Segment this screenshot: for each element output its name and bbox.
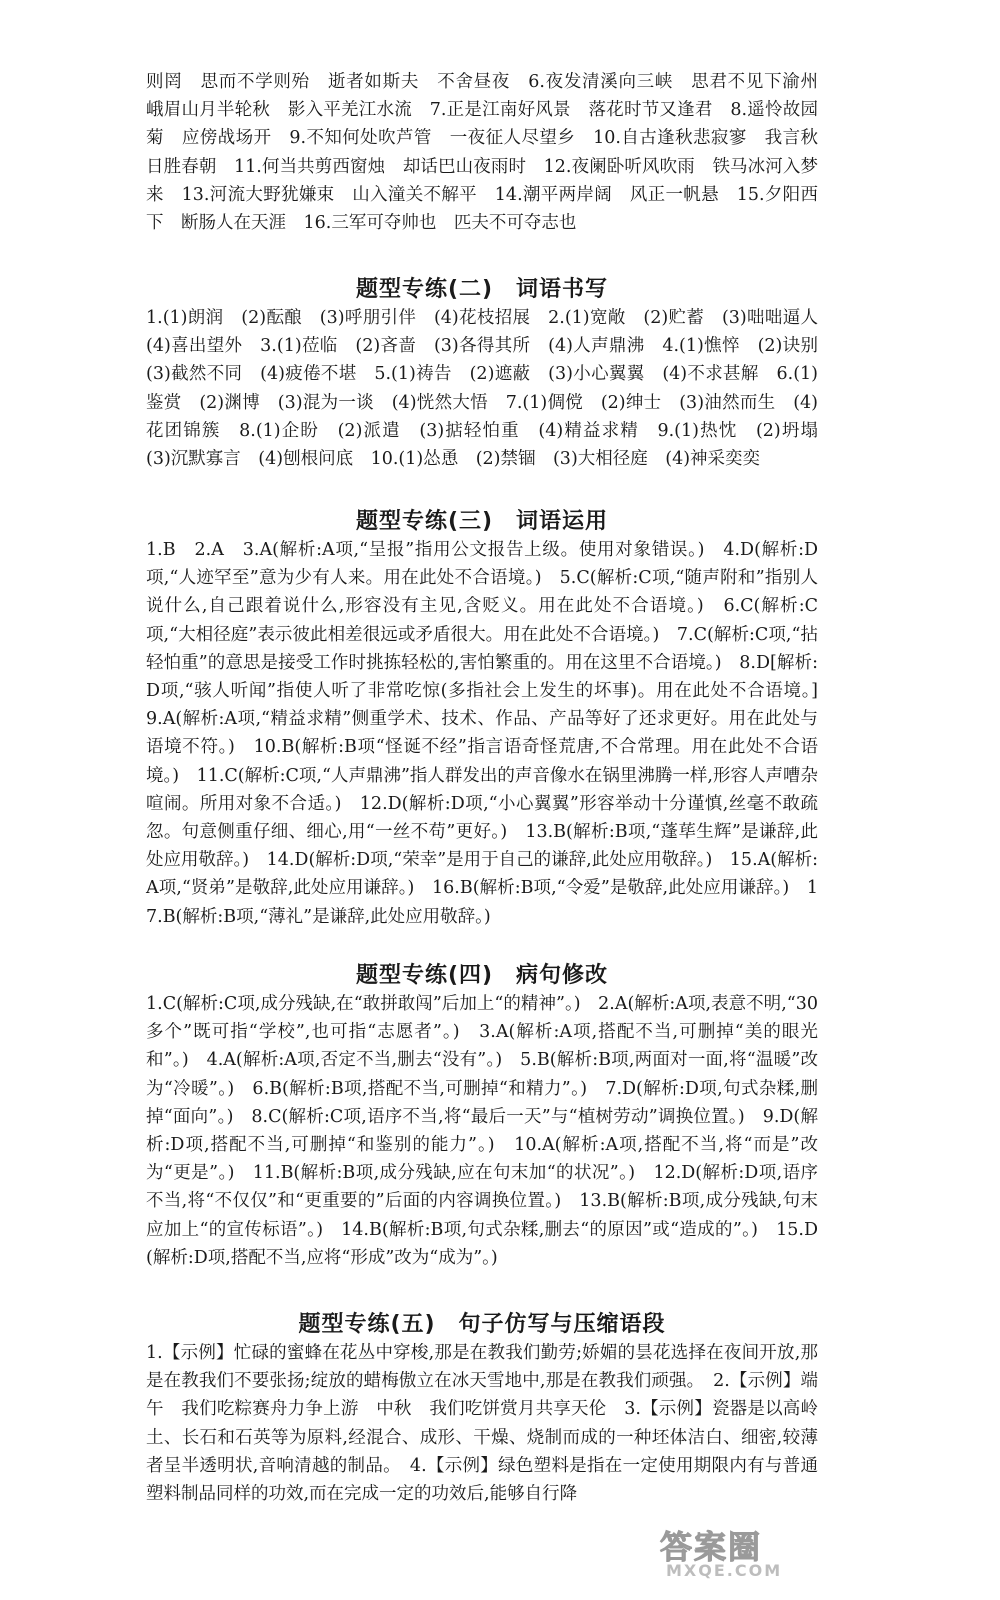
section-heading-2: 题型专练(二) 词语书写 (355, 277, 609, 302)
ancient-poem-answers: 则罔 思而不学则殆 逝者如斯夫 不舍昼夜 6.夜发清溪向三峡 思君不见下渝州 峨眉山月半轮秋 影入平羌江水流 7.正是江南好风景 落花时节又逢君 8.遥怜故园菊 应傍战场开 9.不知何处吹芦管 一夜征人尽望乡 10.自古逢秋悲寂寥 我言秋日胜春朝 11.何当共剪西窗烛 却话巴山夜雨时 12.夜阑卧听风吹雨 铁马冰河入梦来 13.河流大野犹嫌束 山入潼关不解平 14.潮平两岸阔 风正一帆悬 15.夕阳西下 断肠人在天涯 16.三军可夺帅也 匹夫不可夺志也 (146, 72, 836, 234)
section-heading-5: 题型专练(五) 句子仿写与压缩语段 (298, 1312, 666, 1337)
section-heading-3: 题型专练(三) 词语运用 (355, 509, 609, 534)
watermark-chars: 答案圈 (660, 1528, 763, 1566)
word-writing-answers: 1.(1)朗润 (2)酝酿 (3)呼朋引伴 (4)花枝招展 2.(1)宽敞 (2)贮蓄 (3)咄咄逼人 (4)喜出望外 3.(1)莅临 (2)吝啬 (3)各得其所 (4)人声鼎沸 4.(1)憔悴 (2)诀别 (3)截然不同 (4)疲倦不堪 5.(1)祷告 (2)遮蔽 (3)小心翼翼 (4)不求甚解 6.(1)鉴赏 (2)渊博 (3)混为一谈 (4)恍然大悟 7.(1)倜傥 (2)绅士 (3)油然而生 (4)花团锦簇 8.(1)企盼 (2)派遣 (3)掂轻怕重 (4)精益求精 9.(1)热忱 (2)坍塌 (3)沉默寡言 (4)刨根问底 10.(1)怂恿 (2)禁锢 (3)大相径庭 (4)神采奕奕 (146, 308, 836, 470)
watermark-logo (660, 1520, 828, 1580)
sentence-correction-answers: 1.C(解析:C项,成分残缺,在“敢拼敢闯”后加上“的精神”。) 2.A(解析:A项,表意不明,“30多个”既可指“学校”,也可指“志愿者”。) 3.A(解析:A项,搭配不当,可删掉“美的眼光和”。) 4.A(解析:A项,否定不当,删去“没有”。) 5.B(解析:B项,两面对一面,将“温暖”改为“冷暖”。) 6.B(解析:B项,搭配不当,可删掉“和精力”。) 7.D(解析:D项,句式杂糅,删掉“面向”。) 8.C(解析:C项,语序不当,将“最后一天”与“植树劳动”调换位置。) 9.D(解析:D项,搭配不当,可删掉“和鉴别的能力”。) 10.A(解析:A项,搭配不当,将“而是”改为“更是”。) 11.B(解析:B项,成分残缺,应在句末加“的状况”。) 12.D(解析:D项,语序不当,将“不仅仅”和“更重要的”后面的内容调换位置。) 13.B(解析:B项,成分残缺,句末应加上“的宣传标语”。) 14.B(解析:B项,句式杂糅,删去“的原因”或“造成的”。) 15.D(解析:D项,搭配不当,应将“形成”改为“成为”。) (146, 994, 818, 1268)
watermark-url: MXQE.COM (666, 1561, 783, 1580)
word-usage-answers: 1.B 2.A 3.A(解析:A项,“呈报”指用公文报告上级。使用对象错误。) 4.D(解析:D项,“人迹罕至”意为少有人来。用在此处不合语境。) 5.C(解析:C项,“随声附和”指别人说什么,自己跟着说什么,形容没有主见,含贬义。用在此处不合语境。) 6.C(解析:C项,“大相径庭”表示彼此相差很远或矛盾很大。用在此处不合语境。) 7.C(解析:C项,“拈轻怕重”的意思是接受工作时挑拣轻松的,害怕繁重的。用在这里不合语境。) 8.D[解析:D项,“骇人听闻”指使人听了非常吃惊(多指社会上发生的坏事)。用在此处不合语境。] 9.A(解析:A项,“精益求精”侧重学术、技术、作品、产品等好了还求更好。用在此处与语境不符。) 10.B(解析:B项“怪诞不经”指言语奇怪荒唐,不合常理。用在此处不合语境。) 11.C(解析:C项,“人声鼎沸”指人群发出的声音像水在锅里沸腾一样,形容人声嘈杂喧闹。所用对象不合适。) 12.D(解析:D项,“小心翼翼”形容举动十分谨慎,丝毫不敢疏忽。句意侧重仔细、细心,用“一丝不苟”更好。) 13.B(解析:B项,“蓬荜生辉”是谦辞,此处应用敬辞。) 14.D(解析:D项,“荣幸”是用于自己的谦辞,此处应用敬辞。) 15.A(解析:A项,“贤弟”是敬辞,此处应用谦辞。) 16.B(解析:B项,“令爱”是敬辞,此处应用谦辞。) 17.B(解析:B项,“薄礼”是谦辞,此处应用敬辞。) (146, 540, 836, 927)
sentence-imitation-answers: 1.【示例】忙碌的蜜蜂在花丛中穿梭,那是在教我们勤劳;娇媚的昙花选择在夜间开放,那是在教我们不要张扬;绽放的蜡梅傲立在冰天雪地中,那是在教我们顽强。 2.【示例】端午 我们吃粽赛舟力争上游 中秋 我们吃饼赏月共享天伦 3.【示例】瓷器是以高岭土、长石和石英等为原料,经混合、成形、干燥、烧制而成的一种坯体洁白、细密,较薄者呈半透明状,音响清越的制品。 4.【示例】绿色塑料是指在一定使用期限内有与普通塑料制品同样的功效,而在完成一定的功效后,能够自行降 (146, 1343, 818, 1505)
section-heading-4: 题型专练(四) 病句修改 (355, 963, 609, 988)
